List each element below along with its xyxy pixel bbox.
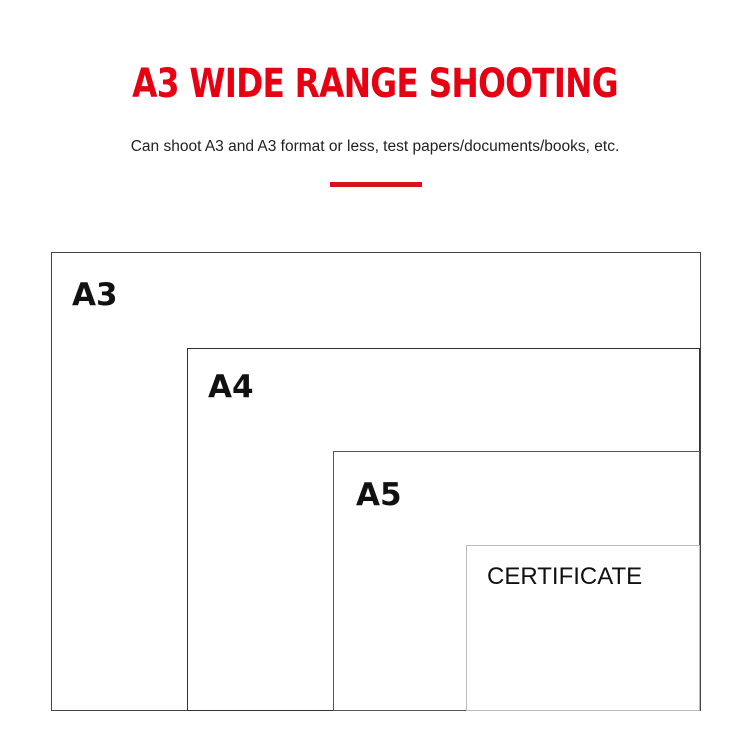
paper-size-a3-label: A3 bbox=[72, 277, 118, 313]
paper-size-certificate-label: CERTIFICATE bbox=[487, 563, 643, 590]
paper-size-a5-label: A5 bbox=[356, 477, 402, 513]
paper-size-certificate-box bbox=[466, 545, 700, 711]
page-title: A3 WIDE RANGE SHOOTING bbox=[132, 61, 618, 107]
page-subtitle: Can shoot A3 and A3 format or less, test papers/documents/books, etc. bbox=[130, 138, 620, 155]
title-underline-divider bbox=[330, 182, 422, 187]
paper-size-a4-label: A4 bbox=[208, 369, 254, 405]
